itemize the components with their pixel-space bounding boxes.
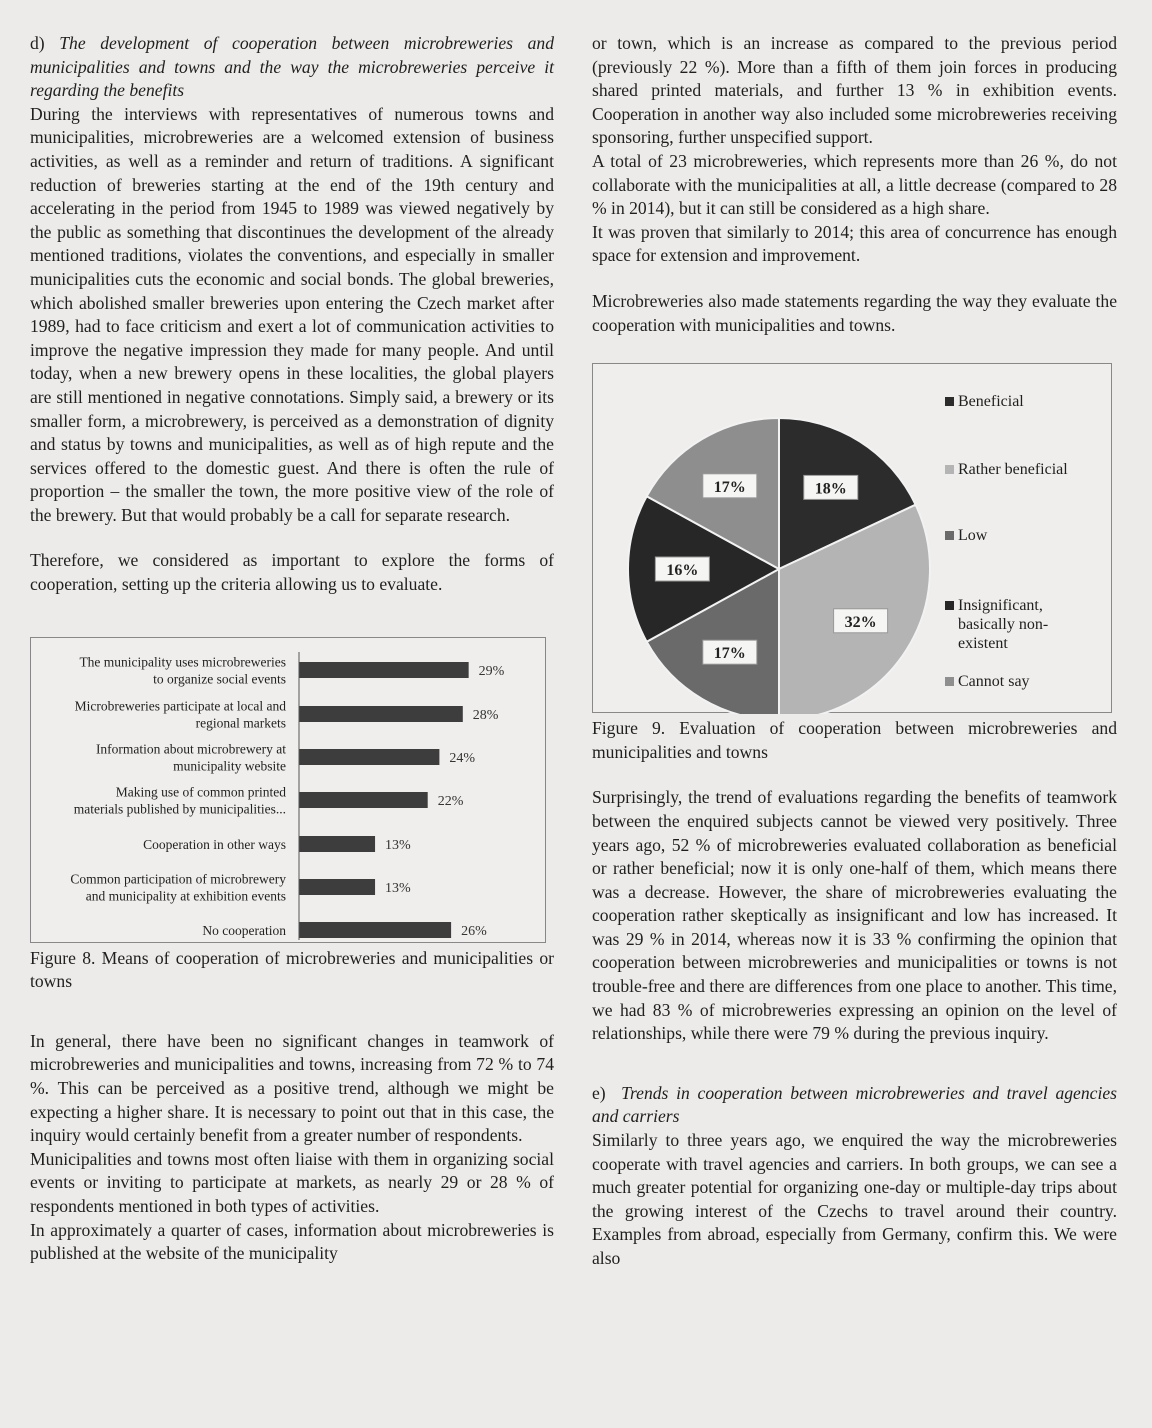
right-column (592, 32, 1117, 1271)
bar-value-label: 28% (472, 707, 499, 723)
section-d-number: d) (30, 33, 45, 53)
legend-label (958, 392, 1024, 411)
section-d-heading (30, 32, 554, 103)
bar-category-label: No cooperation (202, 922, 286, 938)
bar-category-label: and municipality at exhibition events (85, 888, 286, 904)
legend-label-line: existent (958, 635, 1008, 653)
paragraph: In approximately a quarter of cases, information about microbreweries is published at the website of the municipality (30, 1219, 554, 1264)
bar (299, 662, 469, 678)
bar-category-label: Making use of common printed (115, 784, 286, 800)
section-d-title: The development of cooperation between microbreweries and municipalities and towns and the way the microbreweries perceive it regarding the benefits (30, 33, 554, 101)
bar-category-label: The municipality uses microbreweries (79, 654, 286, 670)
section-e-number: e) (592, 1082, 606, 1103)
paragraph: During the interviews with representatives of numerous towns and municipalities, microbreweries are a welcomed extension of business activities, as well as a reminder and return of traditions. A significant reduction of breweries starting at the end of the 19th century and accelerating in the period from 1945 to 1989 was viewed negatively by the public as something that discontinues the development of the already mentioned traditions, violates the conventions, and especially in smaller municipalities cuts the economic and social bonds. The global breweries, which abolished smaller breweries upon entering the Czech market after 1989, had to face criticism and exert a lot of communication activities to improve the negative impression they made for many people. And until today, when a new brewery opens in these localities, the global players are still mentioned in negative connotations. Simply said, a brewery or its smaller form, a microbrewery, is perceived as a demonstration of dignity and status by towns and municipalities, as well as of high repute and the services offered to the domestic guest. And there is often the rule of proportion – the smaller the town, the more positive view of the role of the brewery. But that would probably be a call for separate research. (30, 103, 554, 525)
legend-item (945, 460, 1068, 479)
bar-chart-svg (31, 638, 547, 944)
legend-item (945, 392, 1024, 411)
figure-9-caption: Figure 9. Evaluation of cooperation between microbreweries and municipalities and towns (592, 718, 1117, 762)
bar-value-label: 13% (385, 837, 411, 853)
legend-label (958, 460, 1068, 479)
figure-9-pie-chart (592, 363, 1112, 713)
bar-value-label: 22% (437, 793, 464, 809)
legend-label (958, 526, 987, 545)
legend-swatch (945, 677, 954, 686)
bar-value-label: 29% (478, 663, 505, 679)
bar-category-label: Common participation of microbrewery (70, 871, 286, 887)
pie-value-label: 16% (666, 562, 699, 580)
paragraph: Therefore, we considered as important to explore the forms of cooperation, setting up the criteria allowing us to evaluate. (30, 550, 554, 595)
legend-item (945, 526, 987, 545)
pie-value-label: 17% (713, 645, 746, 663)
legend-swatch (945, 465, 954, 474)
bar-value-label: 26% (461, 923, 487, 939)
pie-value-label: 17% (713, 478, 746, 496)
legend-label (958, 672, 1030, 691)
legend-swatch (945, 601, 954, 610)
legend-label-line: Rather beneficial (958, 461, 1068, 479)
paragraph: Similarly to three years ago, we enquired the way the microbreweries cooperate with travel agencies and carriers. In both groups, we can see a much greater potential for organizing one-day or multiple-day trips about the growing interest of the Czechs to travel around their country. Examples from abroad, especially from Germany, confirm this. We were also (592, 1130, 1117, 1268)
bar-category-label: municipality website (173, 758, 286, 774)
bar (299, 706, 463, 722)
section-e-heading (592, 1082, 1117, 1129)
section-e-title: Trends in cooperation between microbreweries and travel agencies and carriers (592, 1082, 1117, 1127)
pie-chart-svg (593, 364, 1113, 714)
bar-value-label: 24% (449, 750, 476, 766)
paragraph: A total of 23 microbreweries, which represents more than 26 %, do not collaborate with the municipalities at all, a little decrease (compared to 28 % in 2014), but it can still be considered as a high share. (592, 150, 1117, 219)
bar (299, 879, 375, 895)
legend-label (958, 596, 1048, 653)
left-column (30, 32, 554, 1266)
legend-label-line: Beneficial (958, 393, 1024, 411)
bar-category-label: to organize social events (153, 671, 286, 687)
bar-category-label: regional markets (195, 715, 286, 731)
bar-value-label: 13% (385, 880, 411, 896)
bar (299, 836, 375, 852)
legend-label-line: Cannot say (958, 673, 1030, 691)
legend-label-line: basically non- (958, 616, 1049, 634)
paragraph: Microbreweries also made statements regarding the way they evaluate the cooperation with municipalities and towns. (592, 290, 1117, 335)
legend-item (945, 596, 1048, 653)
legend-label-line: Low (958, 527, 988, 545)
figure-8-bar-chart (30, 637, 546, 943)
figure-8-caption: Figure 8. Means of cooperation of microbreweries and municipalities or towns (30, 947, 554, 992)
paragraph: It was proven that similarly to 2014; this area of concurrence has enough space for extension and improvement. (592, 221, 1117, 266)
bar (299, 749, 439, 765)
bar-category-label: Cooperation in other ways (143, 836, 286, 852)
bar (299, 792, 428, 808)
legend-label-line: Insignificant, (958, 597, 1043, 615)
legend-swatch (945, 531, 954, 540)
paragraph: In general, there have been no significant changes in teamwork of microbreweries and municipalities and towns, increasing from 72 % to 74 %. This can be perceived as a positive trend, although we might be expecting a higher share. It is necessary to point out that in this case, the inquiry would certainly benefit from a greater number of respondents. (30, 1030, 554, 1146)
paragraph: Surprisingly, the trend of evaluations regarding the benefits of teamwork between the enquired subjects cannot be viewed very positively. Three years ago, 52 % of microbreweries evaluated collaboration as beneficial or rather beneficial; now it is only one-half of them, which means there was a decrease. However, the share of microbreweries evaluating the cooperation rather skeptically as insignificant and low has increased. It was 29 % in 2014, whereas now it is 33 % confirming the opinion that cooperation between microbreweries and municipalities or towns is not trouble-free and there are differences from one place to another. This time, we had 83 % of microbreweries expressing an opinion on the level of relationships, while there were 79 % during the previous inquiry. (592, 787, 1117, 1044)
bar-category-label: materials published by municipalities... (73, 801, 286, 817)
legend-item (945, 672, 1030, 691)
pie-value-label: 18% (814, 480, 847, 498)
bar-category-label: Information about microbrewery at (95, 741, 286, 757)
pie-value-label: 32% (844, 613, 877, 631)
paragraph: or town, which is an increase as compared to the previous period (previously 22 %). More than a fifth of them join forces in producing shared printed materials, and further 13 % in exhibition events. Cooperation in another way also included some microbreweries receiving sponsoring, further unspecified support. (592, 33, 1117, 148)
legend-swatch (945, 397, 954, 406)
bar-category-label: Microbreweries participate at local and (74, 698, 286, 714)
paragraph: Municipalities and towns most often liaise with them in organizing social events or inviting to participate at markets, as nearly 29 or 28 % of respondents mentioned in both types of activities. (30, 1148, 554, 1216)
bar (299, 922, 451, 938)
